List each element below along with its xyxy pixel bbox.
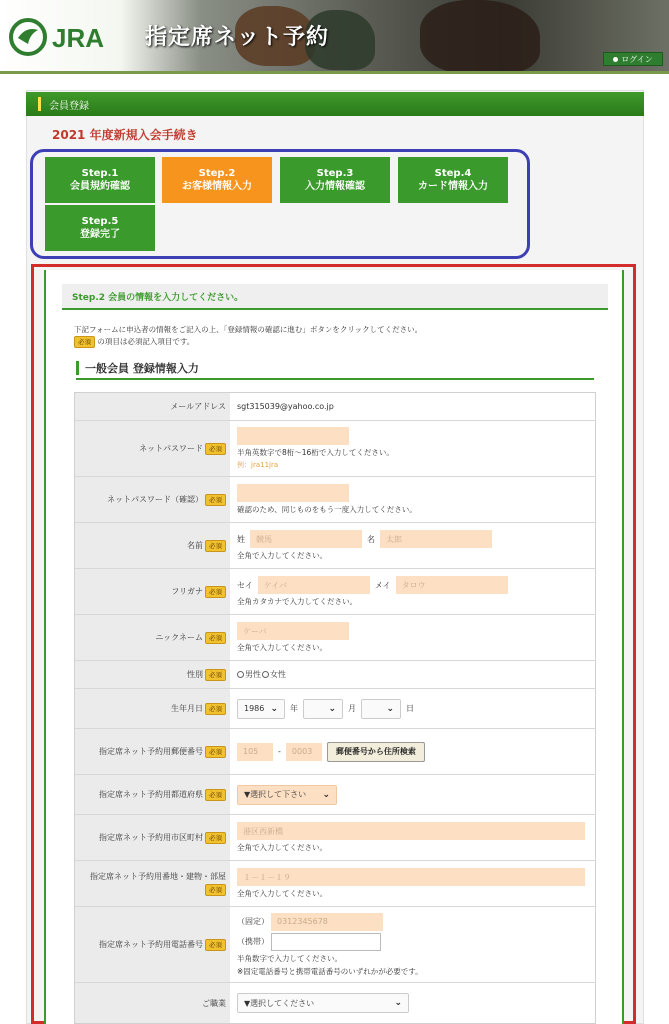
mei-label: 名 — [367, 534, 375, 544]
sei-label: 姓 — [237, 534, 245, 544]
email-value-cell — [230, 393, 595, 420]
step-3-label: 入力情報確認 — [305, 181, 365, 192]
required-badge: 必須 — [205, 443, 226, 455]
birth-year-value: 1986 — [244, 704, 265, 713]
password-example: 例：jra11jra — [237, 461, 279, 469]
gender-label-text: 性別 — [187, 670, 203, 679]
postal-code-first-input[interactable] — [237, 743, 273, 761]
last-name-kana-placeholder: ケイバ — [263, 580, 288, 590]
city-cell — [230, 815, 595, 860]
furigana-note: 全角カタカナで入力してください。 — [237, 597, 357, 606]
prefecture-select[interactable] — [237, 785, 337, 805]
postal-label-text: 指定席ネット予約用郵便番号 — [99, 747, 203, 756]
birthday-cell — [230, 689, 595, 728]
row-name — [75, 523, 595, 569]
step-5-num: Step.5 — [81, 216, 119, 227]
address-label — [75, 861, 230, 906]
required-badge: 必須 — [205, 540, 226, 552]
furigana-inputs — [237, 576, 588, 594]
city-placeholder: 港区西新橋 — [243, 826, 283, 836]
chevron-down-icon: ⌄ — [394, 998, 402, 1008]
prefecture-selected: ▼選択して下さい — [244, 790, 307, 799]
name-label-text: 名前 — [187, 541, 203, 550]
form-heading-text: 一般会員 登録情報入力 — [85, 362, 199, 375]
nickname-input[interactable] — [237, 622, 349, 640]
last-name-kana-input[interactable] — [258, 576, 370, 594]
row-prefecture — [75, 775, 595, 815]
gender-male-label: 男性 — [245, 670, 261, 679]
password-label — [75, 421, 230, 476]
furigana-sei-label: セイ — [237, 580, 253, 590]
step-2-label: お客様情報入力 — [182, 181, 252, 192]
address-cell — [230, 861, 595, 906]
required-badge: 必須 — [205, 939, 226, 951]
phone-mobile-row — [237, 933, 588, 951]
nickname-cell — [230, 615, 595, 660]
job-label-text: ご職業 — [202, 998, 226, 1008]
address-label-text: 指定席ネット予約用番地・建物・部屋 — [90, 872, 226, 881]
phone-note-1: 半角数字で入力してください。 — [237, 953, 342, 963]
postal-code-first-placeholder: 105 — [243, 747, 259, 756]
phone-mobile-input[interactable] — [271, 933, 381, 951]
chevron-down-icon: ⌄ — [386, 703, 394, 714]
step-3-num: Step.3 — [316, 168, 354, 179]
section-title: 会員登録 — [49, 100, 89, 112]
city-note: 全角で入力してください。 — [237, 843, 327, 852]
nickname-label — [75, 615, 230, 660]
job-selected: ▼選択してください — [244, 998, 315, 1008]
postal-inputs — [237, 742, 588, 762]
month-unit: 月 — [348, 704, 356, 713]
login-button[interactable] — [603, 52, 663, 66]
row-birthday — [75, 689, 595, 729]
name-inputs — [237, 530, 588, 548]
birth-year-select[interactable] — [237, 699, 285, 719]
city-input[interactable] — [237, 822, 585, 840]
step-1 — [45, 157, 155, 203]
furigana-cell — [230, 569, 595, 614]
phone-mobile-label: （携帯） — [237, 937, 269, 946]
name-cell — [230, 523, 595, 568]
step-3 — [280, 157, 390, 203]
phone-fixed-row — [237, 913, 588, 931]
postal-cell — [230, 729, 595, 774]
registration-form — [74, 392, 596, 1024]
nickname-note: 全角で入力してください。 — [237, 643, 327, 652]
first-name-kana-input[interactable] — [396, 576, 508, 594]
step-heading: Step.2 会員の情報を入力してください。 — [62, 284, 608, 310]
name-note: 全角で入力してください。 — [237, 551, 327, 560]
required-badge: 必須 — [205, 789, 226, 801]
birth-month-select[interactable] — [303, 699, 343, 719]
gender-female-label: 女性 — [270, 670, 286, 679]
login-label: ログイン — [621, 54, 653, 64]
chevron-down-icon: ⌄ — [328, 703, 336, 714]
step-2-num: Step.2 — [198, 168, 236, 179]
address-note: 全角で入力してください。 — [237, 889, 327, 898]
row-email — [75, 393, 595, 421]
gender-female-radio[interactable] — [262, 671, 269, 678]
step-1-label: 会員規約確認 — [70, 181, 130, 192]
required-badge: 必須 — [205, 632, 226, 644]
email-label-text: メールアドレス — [170, 402, 226, 411]
jra-logo[interactable] — [8, 14, 126, 60]
phone-fixed-input[interactable] — [271, 913, 383, 931]
birthday-selects — [237, 699, 588, 719]
phone-label — [75, 907, 230, 982]
chevron-down-icon: ⌄ — [270, 703, 278, 714]
gender-options — [237, 669, 588, 680]
job-select[interactable] — [237, 993, 409, 1013]
last-name-input[interactable] — [250, 530, 362, 548]
required-badge: 必須 — [205, 586, 226, 598]
gender-male-radio[interactable] — [237, 671, 244, 678]
gender-label — [75, 661, 230, 688]
phone-fixed-placeholder: 0312345678 — [277, 917, 328, 926]
step-4 — [398, 157, 508, 203]
password-note: 半角英数字で8桁～16桁で入力してください。 — [237, 448, 394, 457]
password-input[interactable] — [237, 427, 349, 445]
postal-code-second-placeholder: 0003 — [291, 747, 313, 756]
address-search-button[interactable]: 郵便番号から住所検索 — [327, 742, 425, 762]
required-badge: 必須 — [205, 832, 226, 844]
birthday-label — [75, 689, 230, 728]
first-name-input[interactable] — [380, 530, 492, 548]
postal-code-second-input[interactable] — [286, 743, 322, 761]
password-cell — [230, 421, 595, 476]
first-name-kana-placeholder: タロウ — [401, 580, 426, 590]
row-job — [75, 983, 595, 1023]
instructions-line-1: 下記フォームに申込者の情報をご記入の上、「登録情報の確認に進む」ボタンをクリックしてください。 — [74, 325, 423, 334]
step-4-num: Step.4 — [434, 168, 472, 179]
name-label — [75, 523, 230, 568]
city-label-text: 指定席ネット予約用市区町村 — [99, 833, 203, 842]
row-postal — [75, 729, 595, 775]
furigana-mei-label: メイ — [374, 580, 391, 590]
step-2 — [162, 157, 272, 203]
job-cell — [230, 983, 595, 1023]
step-5 — [45, 205, 155, 251]
prefecture-label — [75, 775, 230, 814]
step-4-label: カード情報入力 — [418, 181, 488, 192]
furigana-label-text: フリガナ — [171, 587, 203, 596]
required-badge: 必須 — [205, 746, 226, 758]
job-label — [75, 983, 230, 1023]
required-badge: 必須 — [205, 494, 226, 506]
password-confirm-note: 確認のため、同じものをもう一度入力してください。 — [237, 505, 417, 514]
password-confirm-input[interactable] — [237, 484, 349, 502]
panel-border-left — [44, 270, 46, 1024]
row-password-confirm — [75, 477, 595, 523]
required-badge: 必須 — [205, 669, 226, 681]
first-name-placeholder: 太郎 — [386, 534, 402, 544]
postal-label — [75, 729, 230, 774]
password-label-text: ネットパスワード — [139, 444, 203, 453]
chevron-down-icon: ⌄ — [322, 789, 330, 800]
city-label — [75, 815, 230, 860]
nickname-label-text: ニックネーム — [155, 633, 203, 642]
email-value: sgt315039@yahoo.co.jp — [237, 402, 334, 411]
row-password — [75, 421, 595, 477]
year-unit: 年 — [290, 704, 298, 713]
address-placeholder: １－１－１９ — [243, 872, 291, 882]
site-title: 指定席ネット予約 — [145, 25, 330, 50]
password-confirm-label — [75, 477, 230, 522]
header-photo-horse-3 — [420, 0, 540, 74]
email-label — [75, 393, 230, 420]
page-title: 2021 年度新規入会手続き — [52, 128, 198, 142]
panel-border-right — [622, 270, 624, 1024]
prefecture-cell — [230, 775, 595, 814]
section-bar — [26, 92, 644, 116]
address-input[interactable] — [237, 868, 585, 886]
required-badge: 必須 — [205, 703, 226, 715]
birth-day-select[interactable] — [361, 699, 401, 719]
password-confirm-cell — [230, 477, 595, 522]
row-city — [75, 815, 595, 861]
gender-cell — [230, 661, 595, 688]
step-1-num: Step.1 — [81, 168, 119, 179]
last-name-placeholder: 競馬 — [256, 534, 272, 544]
required-badge: 必須 — [205, 884, 226, 896]
row-address — [75, 861, 595, 907]
row-nickname — [75, 615, 595, 661]
birthday-label-text: 生年月日 — [171, 704, 203, 713]
phone-label-text: 指定席ネット予約用電話番号 — [99, 940, 203, 949]
furigana-label — [75, 569, 230, 614]
password-confirm-label-text: ネットパスワード（確認） — [107, 495, 203, 504]
nickname-placeholder: ケーバ — [243, 626, 267, 636]
form-heading — [76, 358, 594, 380]
step-5-label: 登録完了 — [80, 229, 120, 240]
phone-note-2: ※固定電話番号と携帯電話番号のいずれかが必要です。 — [237, 966, 423, 976]
login-icon — [613, 57, 618, 62]
row-gender — [75, 661, 595, 689]
logo-text: JRA — [52, 23, 105, 53]
phone-cell — [230, 907, 595, 982]
postal-dash: - — [278, 747, 281, 756]
instructions — [74, 324, 422, 348]
form-heading-marker — [76, 361, 79, 375]
day-unit: 日 — [406, 704, 414, 713]
row-phone — [75, 907, 595, 983]
site-header — [0, 0, 669, 74]
prefecture-label-text: 指定席ネット予約用都道府県 — [99, 790, 203, 799]
section-bar-marker — [38, 97, 41, 111]
required-badge: 必須 — [74, 336, 95, 348]
instructions-line-2: の項目は必須記入項目です。 — [97, 337, 195, 346]
phone-fixed-label: （固定） — [237, 917, 269, 926]
row-furigana — [75, 569, 595, 615]
